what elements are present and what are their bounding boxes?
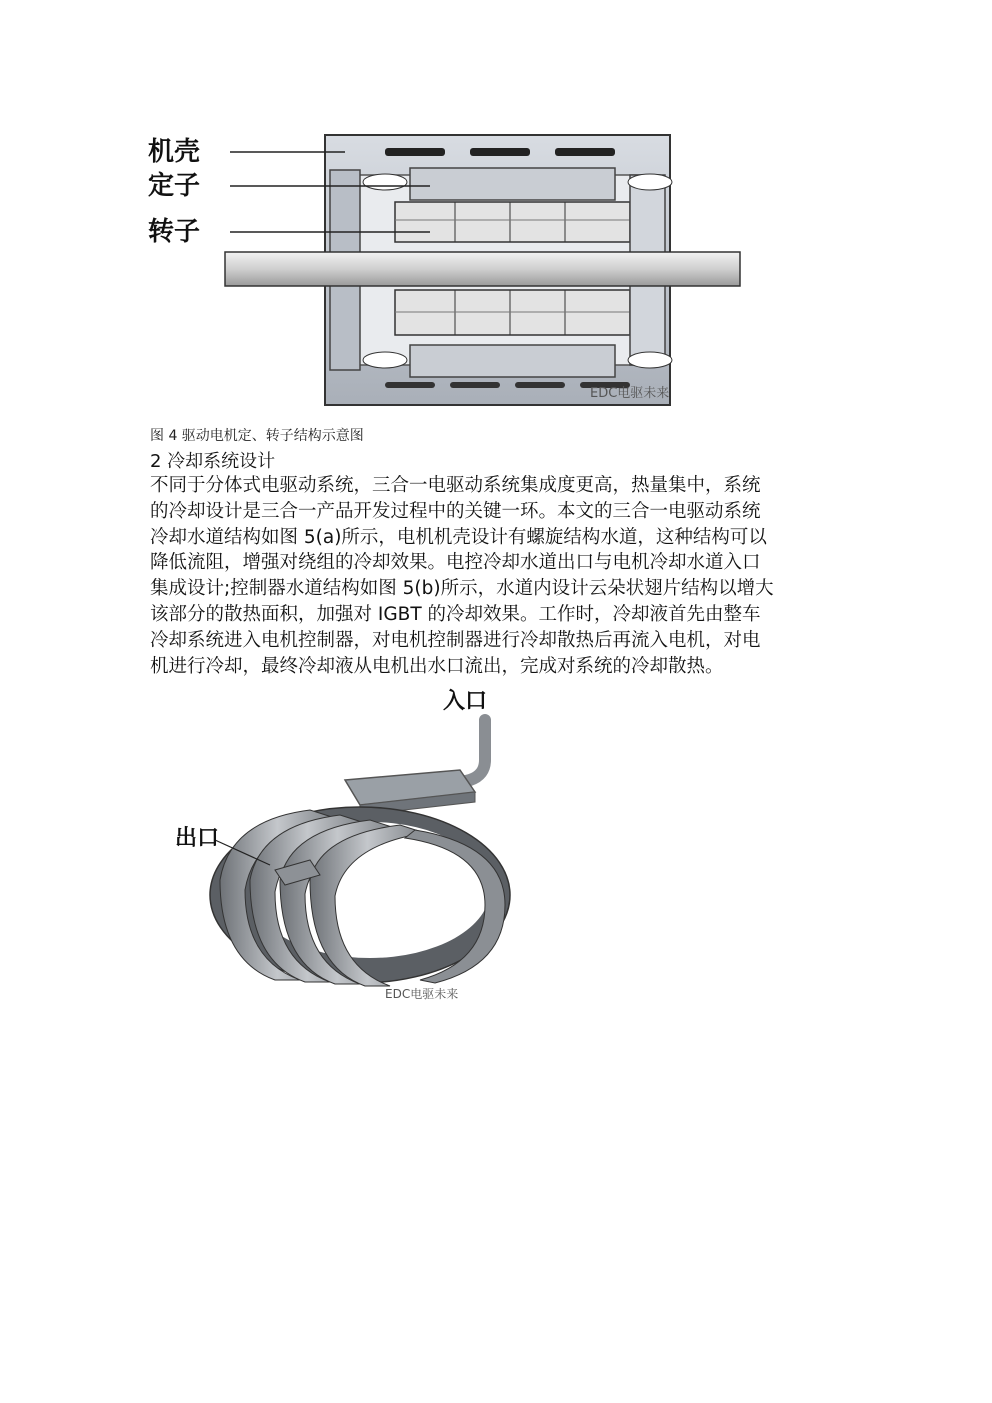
paragraph-line: 冷却系统进入电机控制器，对电机控制器进行冷却散热后再流入电机，对电 [150, 629, 761, 651]
cooling-channel-figure [160, 680, 560, 1010]
rotor-label: 转子 [148, 217, 201, 247]
paragraph-line: 机进行冷却，最终冷却液从电机出水口流出，完成对系统的冷却散热。 [150, 655, 724, 677]
stator-label: 定子 [148, 171, 201, 201]
paragraph-line: 该部分的散热面积，加强对 IGBT 的冷却效果。工作时，冷却液首先由整车 [150, 603, 761, 625]
figure4-watermark: EDC电驱未来 [590, 386, 670, 401]
paragraph-line: 冷却水道结构如图 5(a)所示，电机机壳设计有螺旋结构水道，这种结构可以 [150, 526, 767, 548]
figure5-watermark: EDC电驱未来 [385, 987, 459, 1001]
outlet-label: 出口 [175, 825, 220, 851]
section-title: 2 冷却系统设计 [150, 451, 276, 472]
inlet-label: 入口 [443, 688, 488, 714]
paragraph-line: 不同于分体式电驱动系统，三合一电驱动系统集成度更高，热量集中，系统 [150, 475, 761, 496]
paragraph-line: 的冷却设计是三合一产品开发过程中的关键一环。本文的三合一电驱动系统 [150, 500, 761, 522]
paragraph [150, 473, 850, 679]
paragraph-line: 集成设计;控制器水道结构如图 5(b)所示，水道内设计云朵状翅片结构以增大 [150, 578, 774, 600]
paragraph-line: 降低流阻，增强对绕组的冷却效果。电控冷却水道出口与电机冷却水道入口 [150, 552, 761, 574]
motor-cross-section-figure [140, 120, 760, 420]
figure4-caption: 图 4 驱动电机定、转子结构示意图 [150, 428, 364, 444]
housing-label: 机壳 [148, 137, 201, 167]
